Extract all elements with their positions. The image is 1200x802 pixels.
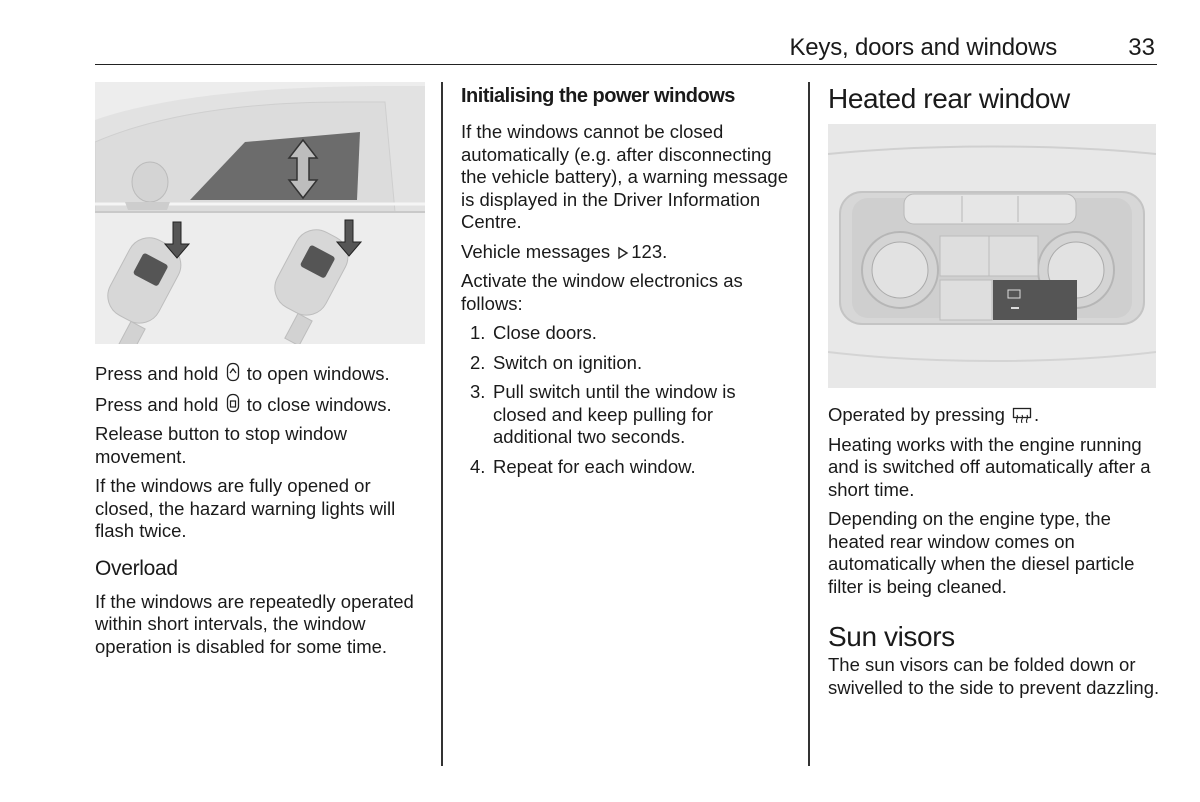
column-heated-window [828,82,1160,706]
steps-list [461,322,791,478]
open-windows-instruction: Press and hold to open windows. [95,363,390,384]
page-number: 33 [1128,34,1155,61]
heating-works-text: Heating works with the engine running and is switched off automatically after a short time. [828,433,1151,500]
list-item: 1. Close doors. [470,322,597,343]
engine-type-text: Depending on the engine type, the heated rear window comes on automatically when the diesel particle filter is being cleaned. [828,508,1135,597]
overload-text: If the windows are repeatedly operated within short intervals, the window operation is disabled for some time. [95,590,414,657]
release-button-text: Release button to stop window movement. [95,423,347,467]
initialising-heading: Initialising the power windows [461,85,735,107]
column-initialising [461,82,791,485]
window-open-key-icon [226,362,240,382]
list-item: 2. Switch on ignition. [470,351,643,373]
close-windows-instruction: Press and hold to close windows. [95,393,392,415]
car-key-window-illustration [95,82,425,344]
list-item: 3. Pull switch until the window is closed and keep pulling for additional two seconds. [470,381,736,447]
sun-visors-text: The sun visors can be folded down or swivelled to the side to prevent dazzling. [828,654,1160,698]
hazard-lights-text: If the windows are fully opened or closed, the hazard warning lights will flash twice. [95,475,396,541]
column-divider-2 [808,82,810,766]
climate-control-panel-illustration [828,124,1156,388]
page-header [95,30,1157,65]
sun-visors-heading: Sun visors [828,621,955,652]
vehicle-messages-reference: Vehicle messages 123. [461,240,668,262]
section-title: Keys, doors and windows [789,34,1057,61]
rear-window-heater-icon [1012,407,1032,423]
column-power-windows [95,82,425,665]
window-close-key-icon [226,393,240,413]
list-item: 4. Repeat for each window. [470,455,696,477]
initialising-text: If the windows cannot be closed automatically (e.g. after disconnecting the vehicle battery), a warning message is displayed in the Driver Information Centre. [461,121,789,232]
column-divider-1 [441,82,443,766]
activate-electronics-text: Activate the window electronics as follows: [461,270,743,314]
operated-by-text: Operated by pressing . [828,404,1040,425]
overload-heading: Overload [95,556,178,580]
heated-rear-window-heading: Heated rear window [828,83,1070,114]
triangle-reference-icon [617,246,629,260]
